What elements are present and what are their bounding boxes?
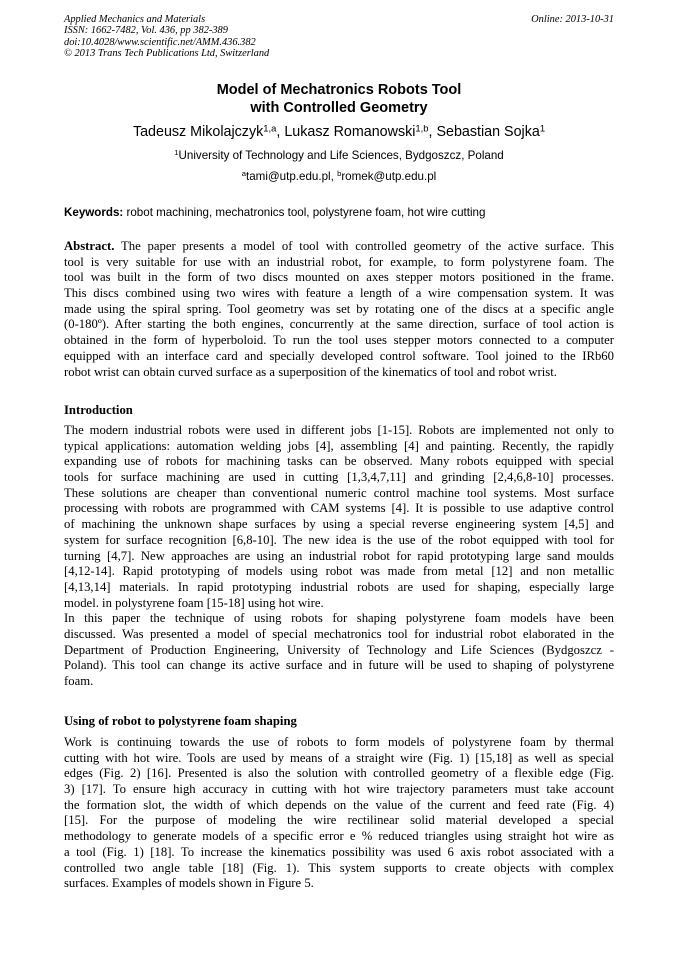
body-line: typical applications: automation welding jobs [4], assembling [4] and painting. Recently, the rapidly [64, 438, 614, 453]
body-line: system for surface recognition [6,8-10]. The new idea is the use of the robot equipped with tool for [64, 532, 614, 547]
introduction-body [64, 423, 614, 690]
body-line: cutting with hot wire. Tools are used by means of a straight wire (Fig. 1) [15,18] as well as special [64, 750, 614, 765]
body-line: discussed. Was presented a model of special mechatronics tool for industrial robot elaborated in the [64, 626, 614, 641]
abstract-line: (0-180º). After starting the both engines, concurrently at the same direction, surface of tool action is [64, 317, 614, 332]
body-line: The modern industrial robots were used in different jobs [1-15]. Robots are implemented not only to [64, 423, 614, 437]
section2-body [64, 735, 614, 892]
section-heading-introduction: Introduction [64, 403, 133, 417]
online-date: Online: 2013-10-31 [531, 14, 614, 25]
journal-header [64, 14, 444, 59]
title-line: Model of Mechatronics Robots Tool [216, 82, 462, 98]
body-line: the formation slot, the width of which depends on the value of the current and feed rate (Fig. 4) [64, 797, 614, 812]
abstract-line-text: The paper presents a model of tool with controlled geometry of the active surface. This [114, 239, 614, 253]
body-line: In this paper the technique of using robots for shaping polystyrene foam models have been [64, 611, 614, 626]
author-emails [64, 170, 614, 184]
author-affiliation-mark: 1,b [415, 122, 429, 134]
abstract-line [64, 239, 614, 255]
body-line: [4,13,14] materials. In rapid prototyping industrial robots are used for shaping, especially large [64, 579, 614, 594]
affiliation [64, 149, 614, 163]
body-line: Department of Production Engineering, University of Technology and Life Sciences (Bydgoszcz - [64, 642, 614, 657]
body-line: controlled two angle table [18] (Fig. 1). This system supports to create objects with complex [64, 860, 614, 875]
abstract-line: This discs combined using two wires with feature a length of a wire compensation system. It was [64, 286, 614, 301]
body-line: edges (Fig. 2) [16]. Presented is also the solution with controlled geometry of a flexible edge (Fig. [64, 766, 614, 781]
author-name: Sebastian Sojka [436, 124, 540, 140]
body-line: expanding use of robots for machining tasks can be observed. Many robots equipped with special [64, 454, 614, 469]
journal-issn: ISSN: 1662-7482, Vol. 436, pp 382-389 [64, 25, 228, 37]
author-name: Lukasz Romanowski [284, 124, 416, 140]
body-line: a tool (Fig. 1) [18]. To increase the kinematics possibility was used 6 axis robot associated with a [64, 844, 614, 859]
abstract-line: tool was built in the form of two discs mounted on axes stepper motors positioned in the frame. [64, 270, 614, 285]
abstract-label: Abstract. [64, 239, 115, 253]
title-line: with Controlled Geometry [250, 100, 428, 116]
body-line: 3) [17]. To ensure high accuracy in cutting with hot wire trajectory parameters must take account [64, 782, 614, 797]
author-affiliation-mark: 1 [539, 122, 546, 134]
body-line: methodology to generate models of a specific error e % reduced triangles using straight hot wire as [64, 829, 614, 844]
body-line: foam. [64, 674, 94, 688]
author-list [64, 123, 614, 141]
body-line: of machining the unknown shape surfaces by using a special reverse engineering system [4,5] and [64, 517, 614, 532]
journal-copyright: © 2013 Trans Tech Publications Ltd, Switzerland [64, 47, 270, 59]
body-line: surfaces. Examples of models shown in Figure 5. [64, 876, 314, 891]
body-line: Work is continuing towards the use of robots to form models of polystyrene foam by thermal [64, 735, 614, 749]
section-heading-robot-foam-shaping: Using of robot to polystyrene foam shaping [64, 714, 297, 728]
email-mark: b [337, 169, 342, 179]
body-line: processing with robots are programmed with CAM systems [4]. It is possible to use adaptive control [64, 501, 614, 516]
abstract-line: tool is very suitable for use with an industrial robot, for example, to form polystyrene foam. The [64, 254, 614, 269]
abstract-line: obtained in the form of hyperboloid. To run the tool uses stepper motors connected to a computer [64, 333, 614, 348]
body-line: turning [4,7]. New approaches are using an industrial robot for rapid prototyping large sand moulds [64, 548, 614, 563]
journal-name: Applied Mechanics and Materials [64, 14, 206, 25]
body-line: [15]. For the purpose of modeling the wire rectilinear solid material developed a special [64, 813, 614, 828]
author-affiliation-mark: 1,a [263, 122, 277, 134]
email-mark: a [241, 169, 247, 179]
keywords-label: Keywords: [64, 206, 124, 219]
abstract-line: equipped with an interface card and specially developed control software. Tool joined to the IRb60 [64, 348, 614, 363]
keywords [64, 206, 614, 220]
email-address: tami@utp.edu.pl, [246, 170, 338, 183]
abstract [64, 239, 614, 380]
email-address: romek@utp.edu.pl [341, 170, 437, 183]
author-name: Tadeusz Mikolajczyk [132, 124, 264, 140]
body-line: [4,12-14]. Rapid prototyping of models using robot was made from metal [12] and non metallic [64, 564, 614, 579]
affiliation-mark: 1 [174, 148, 179, 158]
abstract-line: made using the spiral spring. Tool geometry was set by rotating one of the discs at a specific angle [64, 301, 614, 316]
body-line: These solutions are cheaper than conventional numeric control machine tool systems. Most surface [64, 485, 614, 500]
paper-title [64, 81, 614, 117]
body-line: model. in polystyrene foam [15-18] using hot wire. [64, 595, 324, 610]
journal-doi: doi:10.4028/www.scientific.net/AMM.436.382 [64, 36, 256, 48]
body-line: Poland). This tool can change its active surface and in future will be used to shaping of polystyrene [64, 658, 614, 673]
author-separator: , [428, 124, 437, 140]
keywords-text: robot machining, mechatronics tool, polystyrene foam, hot wire cutting [123, 206, 486, 219]
abstract-line: robot wrist can obtain curved surface as a superposition of the kinematics of tool and robot wrist. [64, 364, 557, 379]
affiliation-text: University of Technology and Life Sciences, Bydgoszcz, Poland [178, 149, 504, 162]
author-separator: , [276, 124, 285, 140]
body-line: tools for surface machining are used in cutting [1,3,4,7,11] and grinding [2,4,6,8-10] processes. [64, 470, 614, 485]
